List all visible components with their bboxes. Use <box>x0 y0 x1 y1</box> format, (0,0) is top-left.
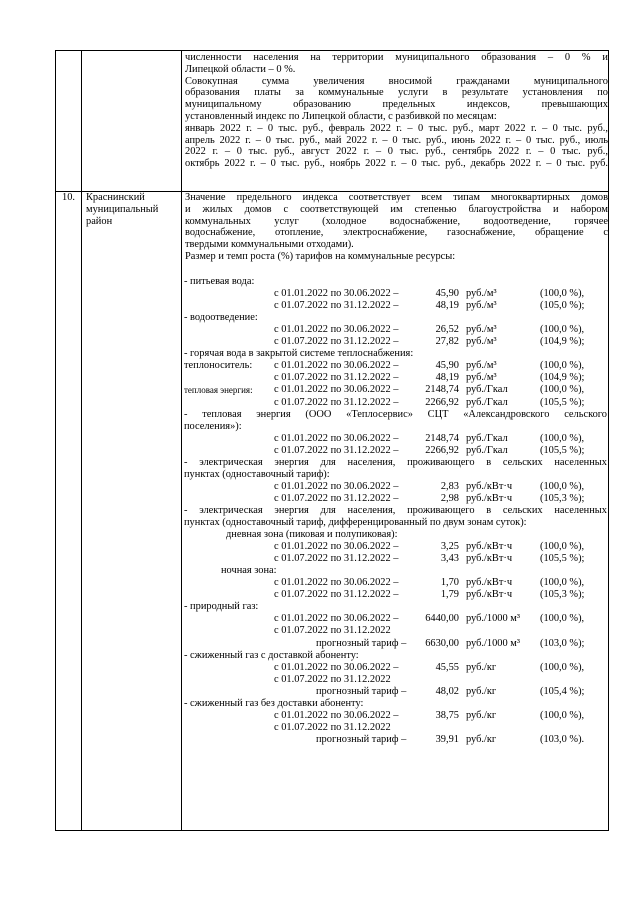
tariff-unit: руб./кВт·ч <box>466 480 513 492</box>
tariff-line <box>184 577 608 589</box>
tariff-line <box>184 312 608 324</box>
growth-percent: (100,0 %), <box>540 432 585 444</box>
tariff-line <box>184 288 608 300</box>
tariff-heading: Размер и темп роста (%) тарифов на коммунальные ресурсы: <box>185 251 456 262</box>
tariff-label: - тепловая энергия (ООО «Теплосервис» СЦТ «Александровского сельского <box>184 408 607 420</box>
tariff-line <box>184 722 608 734</box>
tariff-line <box>184 601 608 613</box>
period: с 01.01.2022 по 30.06.2022 – <box>274 324 399 336</box>
growth-percent: (105,5 %); <box>540 553 585 565</box>
growth-percent: (100,0 %), <box>540 661 585 673</box>
tariff-line <box>184 300 608 312</box>
tariff-line <box>184 372 608 384</box>
tariff-unit: руб./кг <box>466 685 497 697</box>
growth-percent: (103,0 %). <box>540 733 585 745</box>
tariff-value: 2266,92 <box>425 396 459 408</box>
text-line: 2022 г. – 0 тыс. руб., август 2022 г. – 0 тыс. руб., сентябрь 2022 г. – 0 тыс. руб., <box>185 146 608 158</box>
limit-index-description <box>185 192 608 251</box>
tariff-value: 1,70 <box>440 577 459 589</box>
tariff-label: пунктах (одноставочный тариф): <box>184 468 330 480</box>
period: с 01.07.2022 по 31.12.2022 – <box>274 396 399 408</box>
tariff-label: - сжиженный газ с доставкой абоненту: <box>184 649 359 661</box>
tariff-value: 1,79 <box>440 589 459 601</box>
tariff-label: - питьевая вода: <box>184 276 255 287</box>
text-line: Липецкой области – 0 %. <box>185 63 296 75</box>
tariff-line <box>184 276 608 288</box>
growth-percent: (103,0 %); <box>540 637 585 649</box>
tariff-line <box>184 625 608 637</box>
tariff-line <box>184 517 608 529</box>
period: с 01.01.2022 по 30.06.2022 – <box>274 613 399 625</box>
growth-percent: (100,0 %), <box>540 480 585 492</box>
tariff-line <box>184 553 608 565</box>
tariff-line <box>184 360 608 372</box>
forecast-label: прогнозный тариф – <box>316 733 407 745</box>
growth-percent: (105,0 %); <box>540 300 585 312</box>
tariff-line <box>184 541 608 553</box>
tariff-value: 45,90 <box>435 360 459 372</box>
tariff-value: 48,19 <box>435 300 459 312</box>
tariff-line <box>184 421 608 433</box>
tariff-label: поселения»): <box>184 420 242 432</box>
period: с 01.01.2022 по 30.06.2022 – <box>274 541 399 553</box>
tariff-value: 2266,92 <box>425 444 459 456</box>
tariff-line <box>184 662 608 674</box>
document-table <box>55 50 609 831</box>
tariff-line <box>184 650 608 662</box>
growth-percent: (105,5 %); <box>540 444 585 456</box>
tariff-unit: руб./кВт·ч <box>466 492 513 504</box>
tariff-value: 27,82 <box>435 336 459 348</box>
period: с 01.07.2022 по 31.12.2022 – <box>274 372 399 384</box>
tariff-value: 39,91 <box>435 733 459 745</box>
tariff-value: 38,75 <box>435 709 459 721</box>
period: с 01.07.2022 по 31.12.2022 – <box>274 300 399 312</box>
tariff-unit: руб./кВт·ч <box>466 589 513 601</box>
zone-label: ночная зона: <box>221 565 277 577</box>
period: с 01.01.2022 по 30.06.2022 – <box>274 432 399 444</box>
tariff-unit: руб./кВт·ч <box>466 577 513 589</box>
tariff-line <box>184 433 608 445</box>
growth-percent: (100,0 %), <box>540 613 585 625</box>
text-line: Совокупная сумма увеличения вносимой гражданами муниципального <box>185 75 608 87</box>
tariff-line <box>184 710 608 722</box>
tariff-label: - горячая вода в закрытой системе теплоснабжения: <box>184 348 414 360</box>
tariff-line <box>184 698 608 710</box>
tariff-line <box>184 529 608 541</box>
growth-percent: (100,0 %), <box>540 288 585 300</box>
district-line: муниципальный <box>86 203 159 215</box>
growth-percent: (105,3 %); <box>540 492 585 504</box>
column-divider-number <box>81 51 82 830</box>
tariff-value: 48,02 <box>435 685 459 697</box>
period: с 01.01.2022 по 30.06.2022 – <box>274 360 399 372</box>
tariff-line <box>184 686 608 698</box>
tariff-line <box>184 565 608 577</box>
tariff-unit: руб./кг <box>466 709 497 721</box>
growth-percent: (100,0 %), <box>540 577 585 589</box>
carrier-label: тепловая энергия: <box>184 385 253 396</box>
row-number: 10. <box>62 192 75 203</box>
tariff-value: 2,98 <box>440 492 459 504</box>
tariff-value: 2148,74 <box>425 384 459 396</box>
tariff-unit: руб./Гкал <box>466 384 508 396</box>
period: с 01.07.2022 по 31.12.2022 – <box>274 492 399 504</box>
period: с 01.07.2022 по 31.12.2022 – <box>274 336 399 348</box>
growth-percent: (104,9 %); <box>540 372 585 384</box>
period: с 01.01.2022 по 30.06.2022 – <box>274 709 399 721</box>
growth-percent: (105,4 %); <box>540 685 585 697</box>
tariff-unit: руб./кВт·ч <box>466 541 513 553</box>
tariff-unit: руб./м³ <box>466 360 497 372</box>
growth-percent: (100,0 %), <box>540 709 585 721</box>
period: с 01.01.2022 по 30.06.2022 – <box>274 384 399 396</box>
growth-percent: (100,0 %), <box>540 360 585 372</box>
tariff-unit: руб./кг <box>466 661 497 673</box>
tariff-unit: руб./Гкал <box>466 396 508 408</box>
district-name <box>86 192 178 227</box>
tariff-line <box>184 505 608 517</box>
text-line: водоснабжение, отопление, электроснабжение, газоснабжение, обращение с <box>185 227 608 239</box>
text-line: численности населения на территории муниципального образования – 0 % и <box>185 52 608 63</box>
period: с 01.01.2022 по 30.06.2022 – <box>274 577 399 589</box>
tariff-unit: руб./м³ <box>466 300 497 312</box>
tariff-line <box>184 613 608 625</box>
tariff-value: 45,90 <box>435 288 459 300</box>
period: с 01.07.2022 по 31.12.2022 – <box>274 589 399 601</box>
tariff-line <box>184 481 608 493</box>
tariff-line <box>184 384 608 396</box>
tariff-line <box>184 493 608 505</box>
tariff-unit: руб./Гкал <box>466 432 508 444</box>
district-line: Краснинский <box>86 192 145 203</box>
tariff-label: - электрическая энергия для населения, проживающего в сельских населенных <box>184 456 607 468</box>
tariff-label: - сжиженный газ без доставки абоненту: <box>184 697 364 709</box>
tariff-value: 2,83 <box>440 480 459 492</box>
growth-percent: (100,0 %), <box>540 541 585 553</box>
tariff-value: 2148,74 <box>425 432 459 444</box>
period: с 01.07.2022 по 31.12.2022 – <box>274 444 399 456</box>
tariff-value: 26,52 <box>435 324 459 336</box>
growth-percent: (105,3 %); <box>540 589 585 601</box>
tariff-value: 6440,00 <box>425 613 459 625</box>
tariff-unit: руб./кг <box>466 733 497 745</box>
period: с 01.01.2022 по 30.06.2022 – <box>274 661 399 673</box>
tariff-line <box>184 336 608 348</box>
text-line: январь 2022 г. – 0 тыс. руб., февраль 2022 г. – 0 тыс. руб., март 2022 г. – 0 тыс. руб., <box>185 122 608 134</box>
tariff-value: 3,43 <box>440 553 459 565</box>
tariff-unit: руб./1000 м³ <box>466 613 520 625</box>
tariff-line <box>184 445 608 457</box>
tariff-line <box>184 348 608 360</box>
text-line: муниципальному образованию предельных индексов, превышающих <box>185 99 608 111</box>
forecast-label: прогнозный тариф – <box>316 685 407 697</box>
growth-percent: (100,0 %), <box>540 324 585 336</box>
carrier-label: теплоноситель: <box>184 360 253 372</box>
tariff-unit: руб./1000 м³ <box>466 637 520 649</box>
text-line: и жилых домов с соответствующей им степенью благоустройства и набором <box>185 203 608 215</box>
district-line: район <box>86 215 113 227</box>
tariff-line <box>184 589 608 601</box>
tariff-line <box>184 457 608 469</box>
tariff-unit: руб./Гкал <box>466 444 508 456</box>
tariff-unit: руб./м³ <box>466 288 497 300</box>
text-line: коммунальных услуг (холодное водоснабжение, водоотведение, горячее <box>185 215 608 227</box>
growth-percent: (105,5 %); <box>540 396 585 408</box>
column-divider-district <box>181 51 182 830</box>
tariff-line <box>184 638 608 650</box>
tariff-value: 6630,00 <box>425 637 459 649</box>
tariff-line <box>184 734 608 746</box>
forecast-label: прогнозный тариф – <box>316 637 407 649</box>
text-line: установленный индекс по Липецкой области, с разбивкой по месяцам: <box>185 110 497 122</box>
tariff-unit: руб./м³ <box>466 372 497 384</box>
growth-percent: (104,9 %); <box>540 336 585 348</box>
tariff-label: - электрическая энергия для населения, проживающего в сельских населенных <box>184 504 607 516</box>
tariff-unit: руб./м³ <box>466 324 497 336</box>
tariff-line <box>184 324 608 336</box>
tariff-value: 3,25 <box>440 541 459 553</box>
period: с 01.07.2022 по 31.12.2022 <box>274 721 391 733</box>
text-line: образования платы за коммунальные услуги в результате установления по <box>185 87 608 99</box>
tariff-unit: руб./м³ <box>466 336 497 348</box>
tariff-value: 45,55 <box>435 661 459 673</box>
tariff-value: 48,19 <box>435 372 459 384</box>
text-line: апрель 2022 г. – 0 тыс. руб., май 2022 г. – 0 тыс. руб., июнь 2022 г. – 0 тыс. руб., июль <box>185 134 608 146</box>
tariff-line <box>184 674 608 686</box>
tariff-label: пунктах (одноставочный тариф, дифференцированный по двум зонам суток): <box>184 517 527 528</box>
period: с 01.07.2022 по 31.12.2022 <box>274 625 391 637</box>
text-line: октябрь 2022 г. – 0 тыс. руб., ноябрь 2022 г. – 0 тыс. руб., декабрь 2022 г. – 0 тыс. руб. <box>185 158 608 170</box>
tariff-label: - природный газ: <box>184 601 259 613</box>
period: с 01.07.2022 по 31.12.2022 <box>274 673 391 685</box>
text-line: твердыми коммунальными отходами). <box>185 239 354 251</box>
zone-label: дневная зона (пиковая и полупиковая): <box>226 529 398 541</box>
growth-percent: (100,0 %), <box>540 384 585 396</box>
previous-row-text <box>185 52 608 170</box>
tariff-label: - водоотведение: <box>184 312 258 324</box>
period: с 01.01.2022 по 30.06.2022 – <box>274 480 399 492</box>
tariff-line <box>184 397 608 409</box>
tariff-line <box>184 469 608 481</box>
period: с 01.07.2022 по 31.12.2022 – <box>274 553 399 565</box>
period: с 01.01.2022 по 30.06.2022 – <box>274 288 399 300</box>
text-line: Значение предельного индекса соответствует всем типам многоквартирных домов <box>185 192 608 203</box>
tariff-line <box>184 409 608 421</box>
tariff-unit: руб./кВт·ч <box>466 553 513 565</box>
